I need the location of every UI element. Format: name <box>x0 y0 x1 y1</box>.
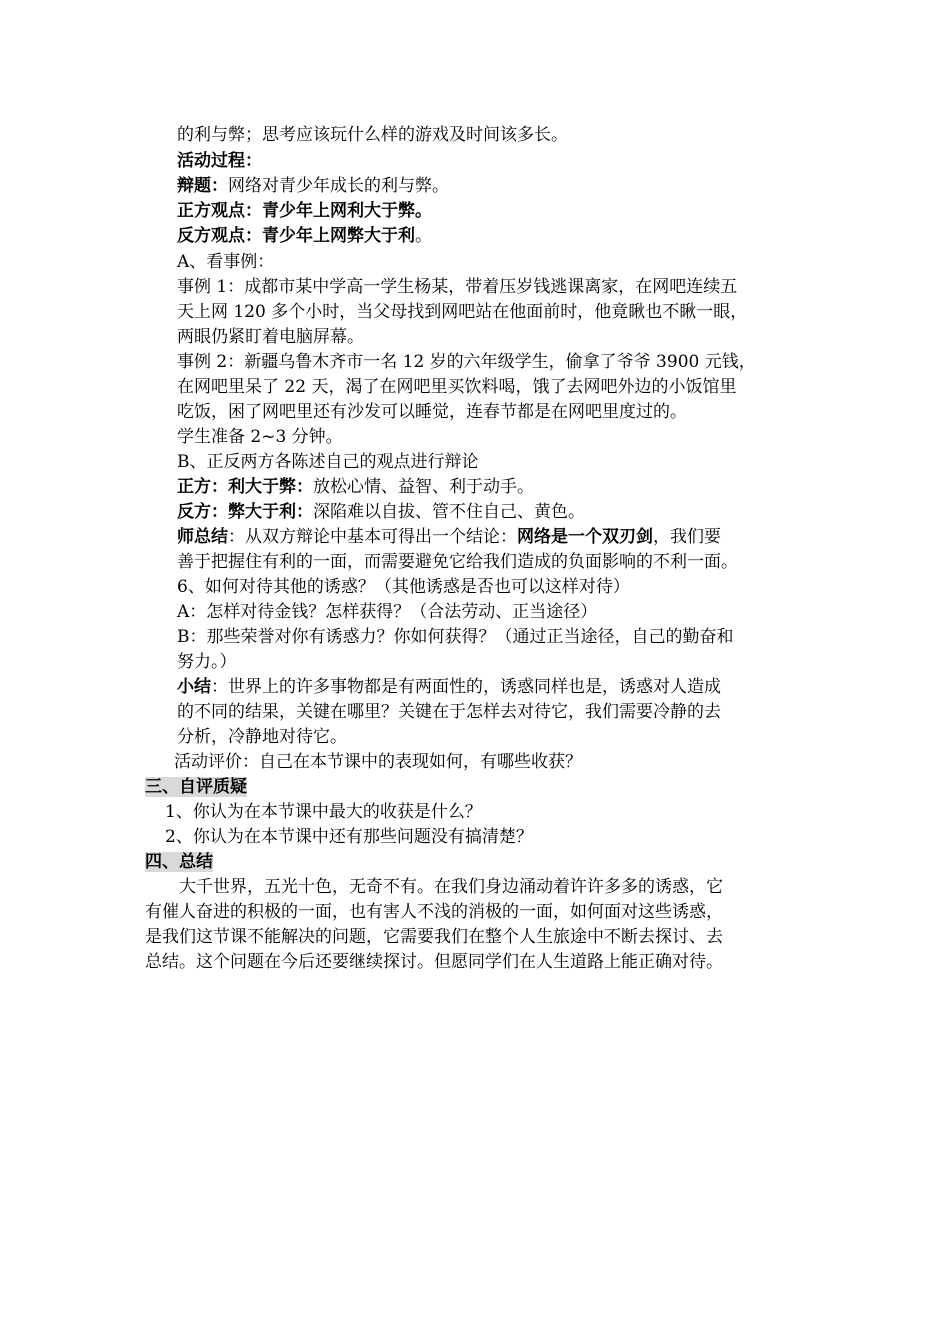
text-line: 师总结：从双方辩论中基本可得出一个结论：网络是一个双刃剑，我们要 <box>177 527 721 547</box>
text-line: 正方：利大于弊：放松心情、益智、利于动手。 <box>177 477 534 497</box>
text-line: 学生准备 2~3 分钟。 <box>177 427 343 447</box>
section-heading-summary: 四、总结 <box>145 852 213 872</box>
text-line: 的利与弊；思考应该玩什么样的游戏及时间该多长。 <box>177 125 568 145</box>
text-line: 反方观点：青少年上网弊大于利。 <box>177 226 432 246</box>
text-line: 小结：世界上的许多事物都是有两面性的，诱惑同样也是，诱惑对人造成 <box>177 677 721 697</box>
text-line: 在网吧里呆了 22 天，渴了在网吧里买饮料喝，饿了去网吧外边的小饭馆里 <box>177 377 737 397</box>
text-line: 两眼仍紧盯着电脑屏幕。 <box>177 327 364 347</box>
text-line: 事例 1：成都市某中学高一学生杨某，带着压岁钱逃课离家，在网吧连续五 <box>177 277 738 297</box>
text-line: B、正反两方各陈述自己的观点进行辩论 <box>177 452 479 472</box>
text-line: 活动评价：自己在本节课中的表现如何，有哪些收获？ <box>174 752 582 772</box>
text-line: 总结。这个问题在今后还要继续探讨。但愿同学们在人生道路上能正确对待。 <box>145 952 723 972</box>
list-item: 1、你认为在本节课中最大的收获是什么？ <box>165 802 482 822</box>
section-heading-self-review: 三、自评质疑 <box>145 777 247 797</box>
text-line: 正方观点：青少年上网利大于弊。 <box>177 201 432 221</box>
text-line: A、看事例： <box>177 252 275 272</box>
section-heading: 活动过程： <box>177 151 262 171</box>
text-line: 事例 2：新疆乌鲁木齐市一名 12 岁的六年级学生，偷拿了爷爷 3900 元钱， <box>177 352 756 372</box>
text-line: 善于把握住有利的一面，而需要避免它给我们造成的负面影响的不利一面。 <box>177 552 738 572</box>
text-line: 大千世界，五光十色，无奇不有。在我们身边涌动着许许多多的诱惑，它 <box>179 877 723 897</box>
text-line: 反方：弊大于利：深陷难以自拔、管不住自己、黄色。 <box>177 502 585 522</box>
text-line: 天上网 120 多个小时，当父母找到网吧站在他面前时，他竟瞅也不瞅一眼， <box>177 302 748 322</box>
text-line: 有催人奋进的积极的一面，也有害人不浅的消极的一面，如何面对这些诱惑， <box>145 902 723 922</box>
text-line: 分析，冷静地对待它。 <box>177 727 347 747</box>
text-line: 6、如何对待其他的诱惑？（其他诱惑是否也可以这样对待） <box>177 577 630 597</box>
text-line: 的不同的结果，关键在哪里？关键在于怎样去对待它，我们需要冷静的去 <box>177 702 721 722</box>
text-line: A：怎样对待金钱？怎样获得？（合法劳动、正当途径） <box>177 602 598 622</box>
text-line: 辩题：网络对青少年成长的利与弊。 <box>177 176 449 196</box>
text-line: 是我们这节课不能解决的问题，它需要我们在整个人生旅途中不断去探讨、去 <box>145 927 723 947</box>
list-item: 2、你认为在本节课中还有那些问题没有搞清楚？ <box>165 827 533 847</box>
text-line: 吃饭，困了网吧里还有沙发可以睡觉，连春节都是在网吧里度过的。 <box>177 402 687 422</box>
text-line: B：那些荣誉对你有诱惑力？你如何获得？（通过正当途径，自己的勤奋和 <box>177 627 734 647</box>
text-line: 努力。） <box>177 652 237 672</box>
